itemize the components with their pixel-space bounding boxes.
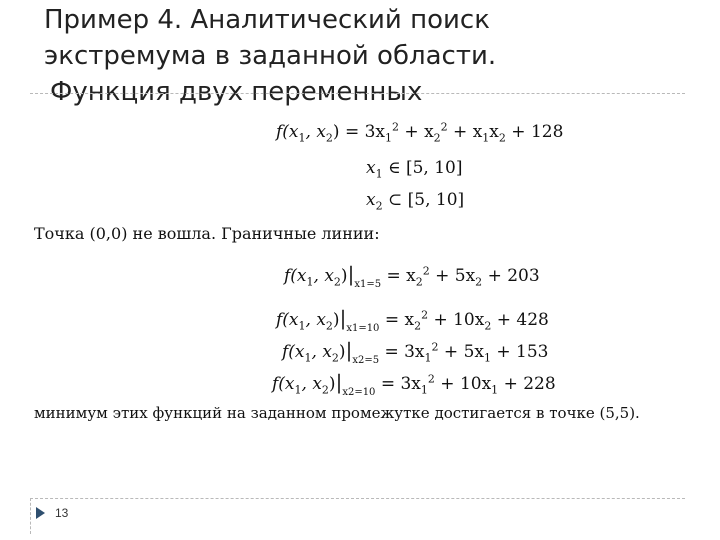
boundary-x1-10: $f(x_1$, $x_2)|_{x1=10} = x_2^2 + 10x_2 + 428$ (276, 306, 549, 334)
title-line-2: экстремума в заданной области. (44, 41, 497, 71)
title-divider (30, 93, 685, 94)
footer-divider (30, 498, 685, 499)
point-excluded-text: Точка (0,0) не вошла. Граничные линии: (34, 224, 380, 243)
page-number: 13 (55, 506, 69, 520)
slide-marker-arrow-icon (36, 507, 45, 519)
function-definition: $f(x_1$, $x_2) = 3x_1^2 + x_2^2 + x_1x_2 + 128$ (276, 120, 564, 145)
boundary-x2-5: $f(x_1$, $x_2)|_{x2=5} = 3x_1^2 + 5x_1 + 153$ (282, 338, 549, 366)
title-line-3: Функция двух переменных (50, 77, 423, 107)
domain-x2: $x_2$ ⊂ [5, 10] (366, 190, 465, 213)
boundary-x2-10: $f(x_1$, $x_2)|_{x2=10} = 3x_1^2 + 10x_1 + 228$ (272, 370, 556, 398)
footer-vertical-rule (30, 498, 31, 534)
domain-x1: $x_1$ ∈ [5, 10] (366, 158, 463, 181)
title-line-1: Пример 4. Аналитический поиск (44, 5, 490, 35)
slide-footer (36, 506, 68, 520)
boundary-x1-5: $f(x_1$, $x_2)|_{x1=5} = x_2^2 + 5x_2 + 203$ (284, 262, 540, 290)
conclusion-text: минимум этих функций на заданном промежутке достигается в точке (5,5). (34, 404, 640, 422)
